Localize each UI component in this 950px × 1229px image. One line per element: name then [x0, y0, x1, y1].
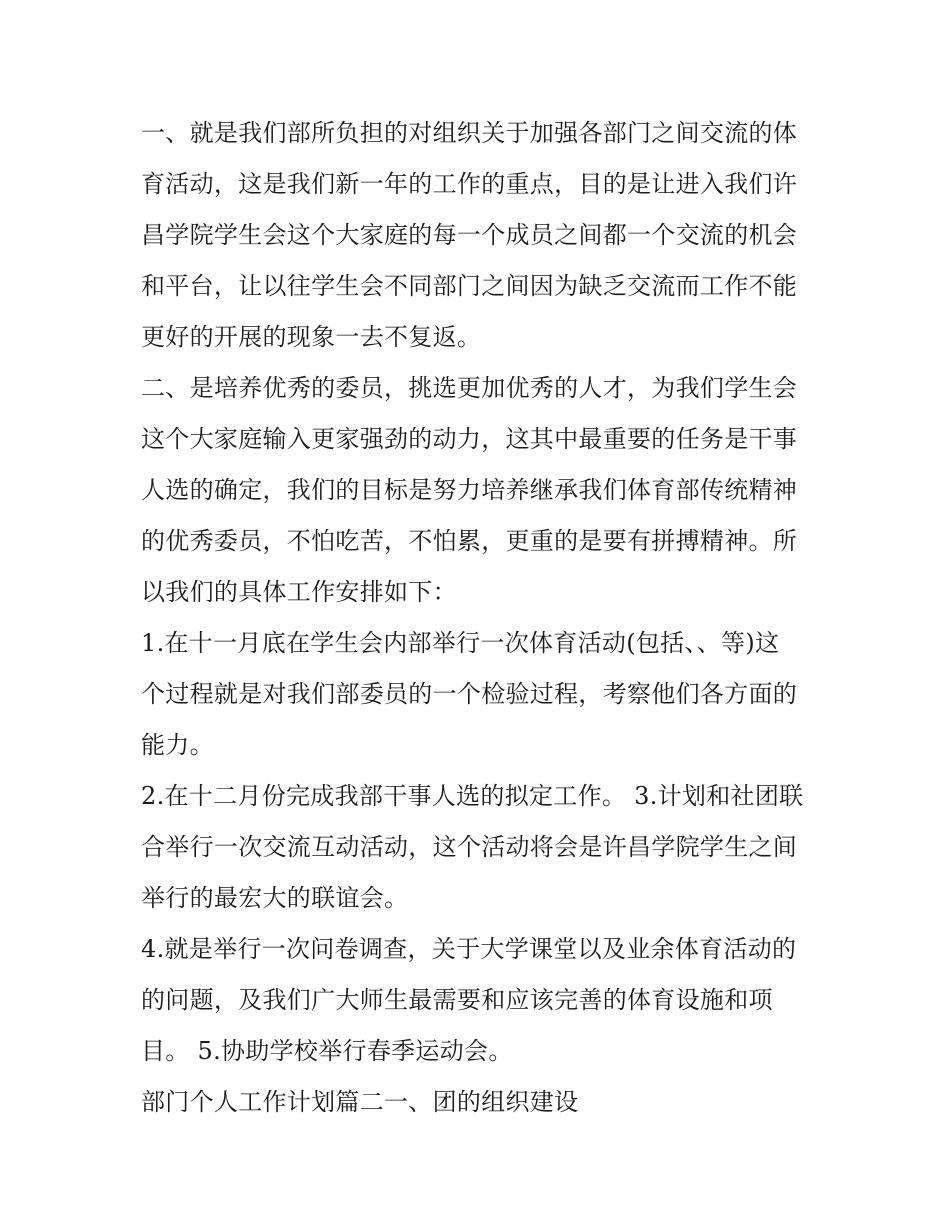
text-line-15: 合举行一次交流互动活动，这个活动将会是许昌学院学生之间 [141, 833, 798, 861]
text-line-6: 二、是培养优秀的委员，挑选更加优秀的人才，为我们学生会 [141, 374, 798, 402]
text-line-4: 和平台，让以往学生会不同部门之间因为缺乏交流而工作不能 [141, 272, 798, 300]
text-line-5: 更好的开展的现象一去不复返。 [141, 323, 482, 351]
text-line-17: 4.就是举行一次问卷调查，关于大学课堂以及业余体育活动的 [141, 935, 797, 963]
text-line-8: 人选的确定，我们的目标是努力培养继承我们体育部传统精神 [141, 476, 798, 504]
text-line-10: 以我们的具体工作安排如下： [141, 578, 457, 606]
text-line-1: 一、就是我们部所负担的对组织关于加强各部门之间交流的体 [141, 119, 798, 147]
text-line-20: 部门个人工作计划篇二一、团的组织建设 [141, 1088, 579, 1116]
text-line-3: 昌学院学生会这个大家庭的每一个成员之间都一个交流的机会 [141, 221, 798, 249]
text-line-16: 举行的最宏大的联谊会。 [141, 884, 409, 912]
text-line-19: 目。 5.协助学校举行春季运动会。 [141, 1037, 513, 1065]
text-line-2: 育活动，这是我们新一年的工作的重点，目的是让进入我们许 [141, 170, 798, 198]
text-line-13: 能力。 [141, 731, 214, 759]
text-line-12: 个过程就是对我们部委员的一个检验过程，考察他们各方面的 [141, 680, 798, 708]
document-body [141, 108, 813, 1128]
text-line-7: 这个大家庭输入更家强劲的动力，这其中最重要的任务是干事 [141, 425, 798, 453]
text-line-11: 1.在十一月底在学生会内部举行一次体育活动(包括、、等)这 [141, 629, 780, 657]
text-line-14: 2.在十二月份完成我部干事人选的拟定工作。 3.计划和社团联 [141, 782, 804, 810]
text-line-18: 的问题，及我们广大师生最需要和应该完善的体育设施和项 [141, 986, 773, 1014]
text-line-9: 的优秀委员，不怕吃苦，不怕累，更重的是要有拼搏精神。所 [141, 527, 798, 555]
